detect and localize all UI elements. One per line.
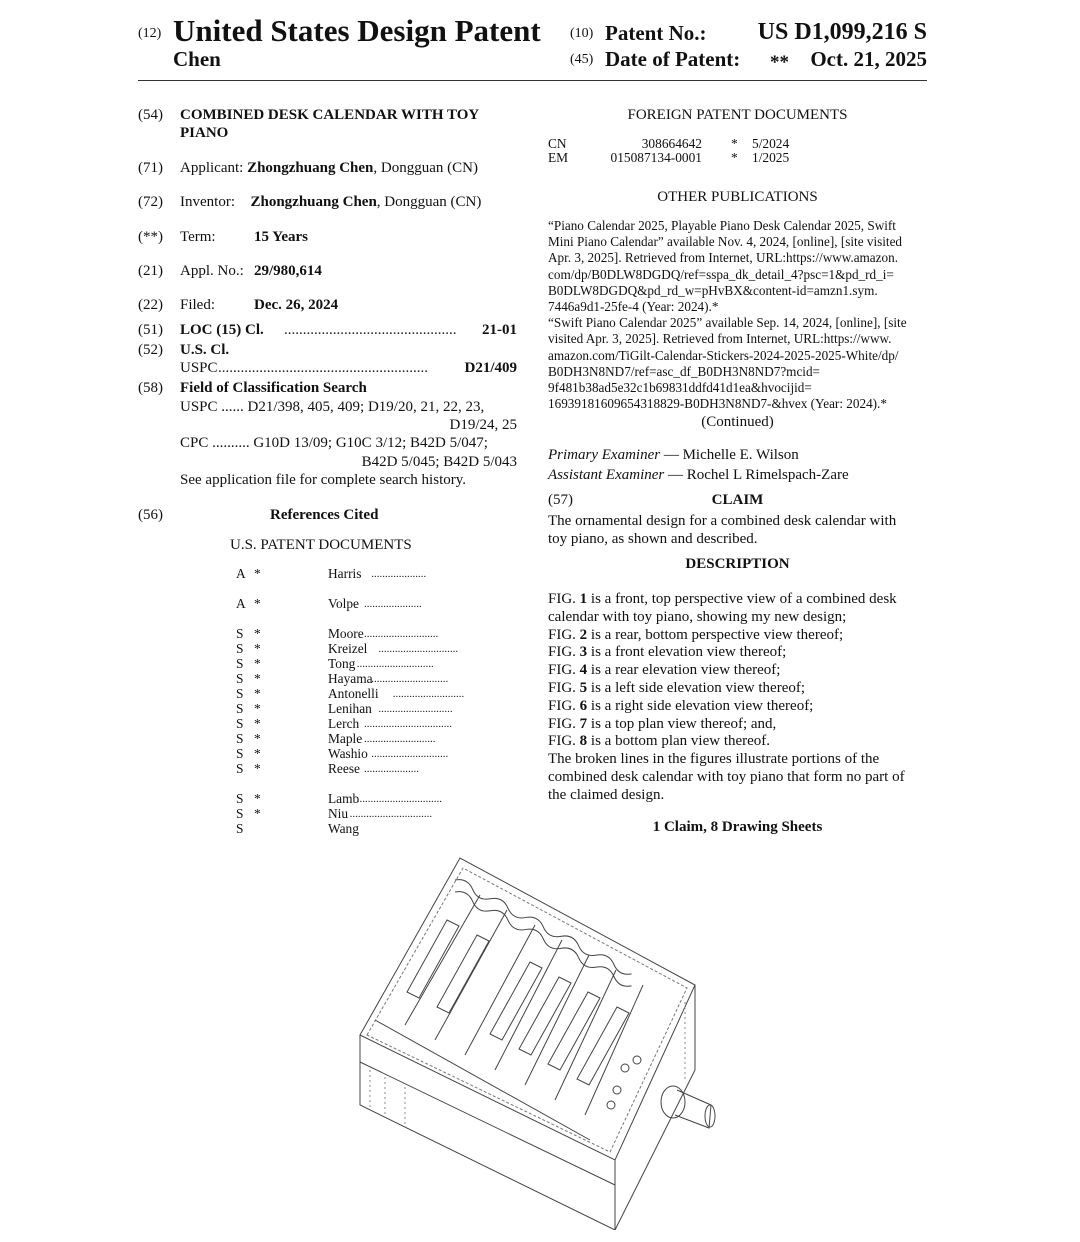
foreign-date: 5/2024 — [752, 136, 790, 151]
fig-number: 3 — [579, 644, 588, 661]
description-head: DESCRIPTION — [685, 556, 790, 572]
filed-label: Filed: — [180, 297, 216, 313]
publication-line: amazon.com/TiGilt-Calendar-Stickers-2024-2025-2025-White/dp/ — [548, 347, 899, 363]
appl-no-label: Appl. No.: — [180, 263, 244, 279]
reference-row — [0, 627, 520, 641]
fig-prefix: FIG. — [548, 626, 580, 643]
filed-value: Dec. 26, 2024 — [254, 297, 339, 313]
ref-kind: S — [236, 626, 244, 641]
fig-text: calendar with toy piano, showing my new design; — [548, 608, 847, 625]
fig-number: 6 — [579, 697, 588, 714]
foreign-date: 1/2025 — [752, 150, 790, 165]
description-line — [548, 626, 843, 644]
ref-kind: A — [236, 566, 246, 581]
fig-text: is a front elevation view thereof; — [587, 644, 787, 661]
reference-row — [0, 807, 520, 821]
broken-lines-text: combined desk calendar with toy piano that form no part of — [548, 768, 905, 785]
ref-star: * — [254, 566, 261, 581]
design-title-line2: PIANO — [180, 125, 229, 141]
loc-dots: .............................................. — [284, 322, 457, 338]
assistant-examiner — [548, 466, 849, 484]
ref-name: Antonelli — [328, 686, 379, 701]
description-line — [548, 590, 897, 608]
claim-line1: The ornamental design for a combined desk calendar with — [548, 513, 897, 529]
ref-dots: ................................ — [364, 718, 452, 730]
reference-row — [0, 567, 520, 581]
ref-dots: .......................... — [392, 688, 465, 700]
claim-line2: toy piano, as shown and described. — [548, 531, 758, 547]
ref-star: * — [254, 626, 261, 641]
reference-row — [0, 792, 520, 806]
header-rule — [138, 80, 927, 81]
fig-text: is a front, top perspective view of a combined desk — [587, 591, 897, 607]
reference-row — [0, 657, 520, 671]
ref-star: * — [254, 596, 261, 611]
code-71: (71) — [138, 160, 163, 176]
patent-number: US D1,099,216 S — [757, 19, 927, 45]
publication-line: B0DLW8DGDQ&pd_rd_w=pHvBX&content-id=amzn1.sym. — [548, 282, 878, 298]
description-line — [548, 608, 846, 626]
ref-dots: .......................... — [364, 733, 436, 745]
ref-name: Tong — [328, 656, 356, 671]
reference-row — [0, 597, 520, 611]
code-56: (56) — [138, 507, 163, 523]
appl-no-value: 29/980,614 — [254, 263, 322, 279]
other-pubs-head: OTHER PUBLICATIONS — [657, 189, 818, 205]
us-patent-docs-head: U.S. PATENT DOCUMENTS — [230, 537, 412, 553]
field-search-label: Field of Classification Search — [180, 380, 367, 396]
ref-star: * — [254, 746, 261, 761]
design-title-line1: COMBINED DESK CALENDAR WITH TOY — [180, 107, 480, 123]
assistant-examiner-name: — Rochel L Rimelspach-Zare — [668, 467, 849, 483]
publication-line: 7446a9d1-25fe-4 (Year: 2024).* — [548, 299, 719, 314]
code-12: (12) — [138, 26, 162, 41]
code-51: (51) — [138, 322, 163, 338]
ref-dots: .................... — [364, 763, 419, 775]
fig-prefix: FIG. — [548, 733, 580, 750]
ref-dots: ..................... — [364, 598, 422, 610]
ref-dots: ............................. — [378, 643, 459, 655]
reference-row — [0, 822, 520, 836]
foreign-number: 308664642 — [641, 136, 702, 151]
primary-examiner-name: — Michelle E. Wilson — [663, 447, 799, 463]
reference-row — [0, 702, 520, 716]
foreign-country: EM — [548, 150, 569, 165]
fig-number: 1 — [579, 591, 588, 607]
field-search-cpc-line2: B42D 5/045; B42D 5/043 — [361, 454, 517, 470]
ref-star: * — [254, 716, 261, 731]
description-line — [548, 661, 780, 679]
ref-dots: ............................... — [356, 793, 443, 805]
reference-row — [0, 732, 520, 746]
fig-text: is a rear, bottom perspective view thereof; — [587, 626, 844, 643]
ref-name: Niu — [328, 806, 349, 821]
publication-line: Apr. 3, 2025]. Retrieved from Internet, URL:https://www.amazon. — [548, 250, 899, 266]
ref-star: * — [254, 731, 261, 746]
inventor-name: Zhongzhuang Chen — [250, 194, 377, 210]
reference-row — [0, 747, 520, 761]
publication-line: 16939181609654318829-B0DH3N8ND7-&hvex (Year: 2024).* — [548, 396, 887, 412]
publication-line: “Piano Calendar 2025, Playable Piano Desk Calendar 2025, Swift — [548, 218, 896, 233]
fig-prefix: FIG. — [548, 715, 580, 732]
claim-head: CLAIM — [711, 492, 764, 508]
ref-name: Lerch — [328, 716, 360, 731]
inventor-field — [180, 193, 481, 211]
foreign-country: CN — [548, 136, 567, 151]
code-21: (21) — [138, 263, 163, 279]
field-search-uspc-line1: USPC ...... D21/398, 405, 409; D19/20, 21, 22, 23, — [180, 399, 485, 415]
reference-row — [0, 717, 520, 731]
ref-name: Kreizel — [328, 641, 368, 656]
fig-number: 4 — [579, 662, 588, 679]
description-line — [548, 697, 813, 715]
broken-lines-text: the claimed design. — [548, 786, 665, 803]
ref-star: * — [254, 761, 261, 776]
uspc-dots: ........................................................ — [218, 360, 428, 376]
foreign-number: 015087134-0001 — [610, 150, 702, 165]
inventor-surname-header: Chen — [173, 47, 221, 71]
code-52: (52) — [138, 342, 163, 358]
publication-line: 9f481b38ad5e32c1b69831ddfd41d1ea&hvocijid= — [548, 380, 812, 395]
ref-dots: .............................. — [349, 808, 433, 820]
search-history-note: See application file for complete search history. — [180, 472, 467, 488]
patent-no-label: Patent No.: — [605, 21, 707, 45]
ref-name: Maple — [328, 731, 363, 746]
publication-line: Mini Piano Calendar” available Nov. 4, 2024, [online], [site visited — [548, 234, 903, 250]
fig-text: is a rear elevation view thereof; — [587, 662, 781, 679]
code-57: (57) — [548, 492, 573, 508]
continued-note: (Continued) — [701, 414, 774, 430]
ref-name: Lenihan — [328, 701, 372, 716]
foreign-docs-head: FOREIGN PATENT DOCUMENTS — [627, 107, 848, 123]
term-marker: ** — [770, 52, 789, 73]
ref-star: * — [254, 686, 261, 701]
ref-name: Wang — [328, 821, 359, 836]
assistant-examiner-label: Assistant Examiner — [548, 467, 665, 483]
code-term: (**) — [138, 229, 163, 245]
ref-kind: S — [236, 731, 244, 746]
primary-examiner — [548, 446, 799, 464]
ref-star: * — [254, 671, 261, 686]
reference-row-cont — [0, 777, 520, 791]
publication-line: com/dp/B0DLW8DGDQ/ref=sspa_dk_detail_4?psc=1&pd_rd_i= — [548, 266, 894, 282]
date-of-patent: Oct. 21, 2025 — [810, 47, 927, 71]
loc-value: 21-01 — [482, 322, 517, 338]
ref-kind: S — [236, 821, 244, 836]
ref-kind: S — [236, 641, 244, 656]
ref-name: Volpe — [328, 596, 359, 611]
ref-star: * — [254, 806, 261, 821]
ref-dots: ........................... — [378, 703, 453, 715]
claims-sheets: 1 Claim, 8 Drawing Sheets — [652, 819, 823, 835]
fig-text: is a left side elevation view thereof; — [587, 680, 806, 696]
fig-prefix: FIG. — [548, 591, 580, 607]
us-cl-label: U.S. Cl. — [180, 342, 230, 358]
ref-kind: S — [236, 716, 244, 731]
field-search-uspc-line2: D19/24, 25 — [449, 417, 517, 433]
reference-row-cont — [0, 582, 520, 596]
publication-line: “Swift Piano Calendar 2025” available Sep. 14, 2024, [online], [site — [548, 315, 907, 331]
ref-dots: ............................ — [371, 748, 449, 760]
ref-name: Harris — [328, 566, 362, 581]
primary-examiner-label: Primary Examiner — [548, 447, 661, 463]
reference-row — [0, 642, 520, 656]
reference-row — [0, 762, 520, 776]
ref-star: * — [254, 641, 261, 656]
inventor-label: Inventor: — [180, 194, 235, 210]
loc-label: LOC (15) Cl. — [180, 322, 264, 338]
description-line — [548, 679, 805, 697]
publication-line: B0DH3N8ND7/ref=asc_df_B0DH3N8ND7?mcid= — [548, 363, 820, 379]
ref-kind: S — [236, 656, 244, 671]
ref-name: Lamb — [328, 791, 360, 806]
applicant-location: , Dongguan (CN) — [373, 160, 478, 176]
reference-row — [0, 672, 520, 686]
fig-prefix: FIG. — [548, 662, 580, 679]
ref-kind: S — [236, 746, 244, 761]
foreign-star: * — [731, 136, 738, 151]
fig-prefix: FIG. — [548, 644, 580, 661]
code-58: (58) — [138, 380, 163, 396]
description-line — [548, 643, 786, 661]
fig-text: is a bottom plan view thereof. — [587, 733, 771, 750]
ref-name: Moore — [328, 626, 364, 641]
ref-name: Hayama — [328, 671, 373, 686]
ref-kind: S — [236, 791, 244, 806]
code-54: (54) — [138, 107, 163, 123]
applicant-name: Zhongzhuang Chen — [247, 160, 374, 176]
inventor-location: , Dongguan (CN) — [376, 194, 482, 210]
fig-number: 7 — [579, 715, 588, 732]
fig-prefix: FIG. — [548, 697, 580, 714]
ref-kind: S — [236, 761, 244, 776]
foreign-star: * — [731, 150, 738, 165]
fig-number: 5 — [579, 680, 588, 696]
ref-star: * — [254, 656, 261, 671]
term-label: Term: — [180, 229, 216, 245]
ref-star: * — [254, 791, 261, 806]
code-72: (72) — [138, 194, 163, 210]
fig-number: 2 — [579, 626, 588, 643]
piano-calendar-drawing-icon — [355, 850, 725, 1230]
foreign-ref-row — [0, 137, 1080, 151]
code-22: (22) — [138, 297, 163, 313]
ref-dots: ............................ — [371, 673, 449, 685]
term-value: 15 Years — [254, 229, 309, 245]
ref-dots: ........................... — [364, 628, 439, 640]
ref-name: Reese — [328, 761, 360, 776]
reference-row-cont — [0, 612, 520, 626]
ref-kind: S — [236, 806, 244, 821]
fig-text: is a right side elevation view thereof; — [587, 697, 814, 714]
uspc-value: D21/409 — [464, 360, 517, 376]
ref-kind: S — [236, 701, 244, 716]
fig-number: 8 — [579, 733, 588, 750]
applicant-label: Applicant: — [180, 160, 244, 176]
fig-text: is a top plan view thereof; and, — [587, 715, 777, 732]
uspc-label: USPC — [180, 360, 218, 376]
ref-kind: S — [236, 671, 244, 686]
fig-prefix: FIG. — [548, 680, 580, 696]
references-cited-head: References Cited — [270, 507, 379, 523]
field-search-cpc-line1: CPC .......... G10D 13/09; G10C 3/12; B42D 5/047; — [180, 435, 488, 451]
reference-row — [0, 687, 520, 701]
description-line — [548, 732, 770, 750]
broken-lines-text: The broken lines in the figures illustrate portions of the — [548, 751, 880, 767]
date-of-patent-label: Date of Patent: — [605, 47, 741, 71]
ref-name: Washio — [328, 746, 368, 761]
ref-star: * — [254, 701, 261, 716]
ref-dots: ............................ — [356, 658, 434, 670]
code-45: (45) — [570, 52, 594, 67]
foreign-ref-row — [0, 151, 1080, 165]
ref-kind: A — [236, 596, 246, 611]
ref-dots: .................... — [371, 568, 427, 580]
publication-line: visited Apr. 3, 2025]. Retrieved from Internet, URL:https://www. — [548, 331, 892, 347]
code-10: (10) — [570, 26, 594, 41]
ref-kind: S — [236, 686, 244, 701]
patent-type-title: United States Design Patent — [173, 13, 541, 48]
description-line — [548, 715, 776, 733]
